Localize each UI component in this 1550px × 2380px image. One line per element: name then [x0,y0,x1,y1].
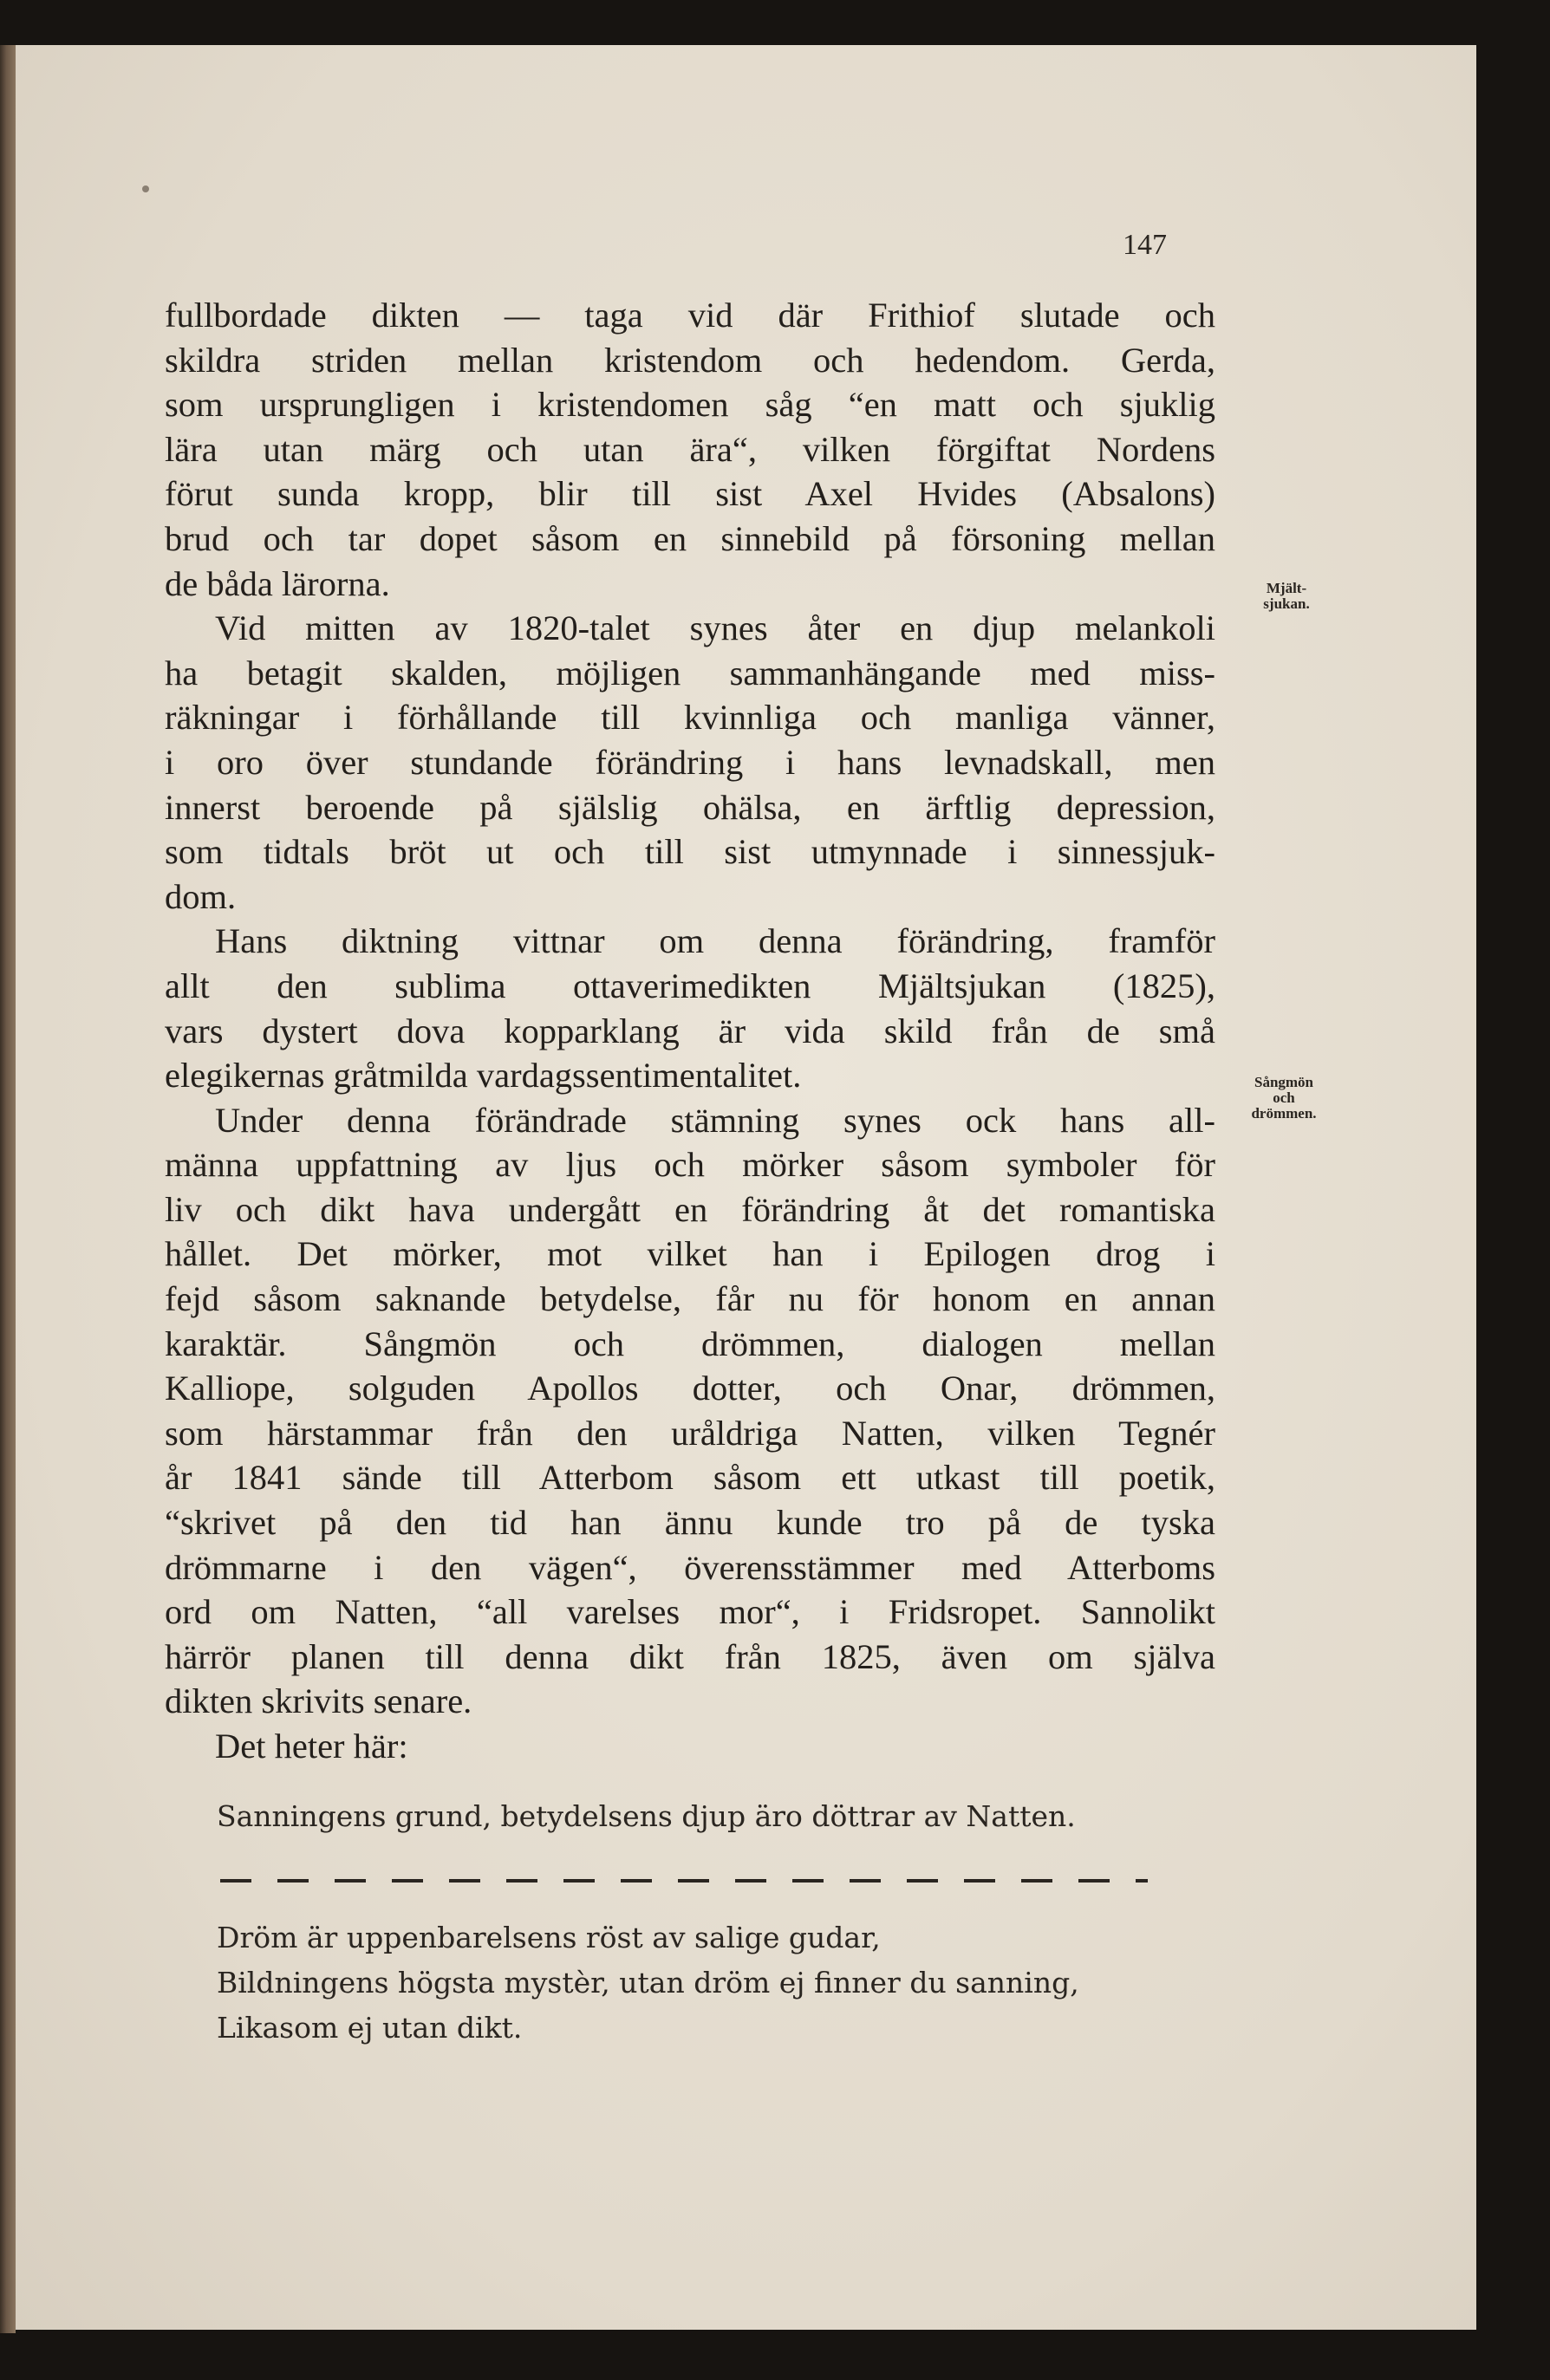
marginal-line: Mjält- [1266,580,1307,596]
marginal-note-sangmon [1219,1075,1349,1122]
text-line: dikten skrivits senare. [165,1681,472,1721]
text-line: skildra striden mellan kristendom och hedendom. Gerda, [165,340,1215,380]
verse-quote-top [217,1794,1214,1839]
text-line: år 1841 sände till Atterbom såsom ett utkast till poetik, [165,1458,1215,1498]
text-line: de båda lärorna. [165,563,390,603]
text-line: brud och tar dopet såsom en sinnebild på försoning mellan [165,518,1215,558]
verse-line: Dröm är uppenbarelsens röst av salige gudar, [217,1921,881,1954]
book-page [16,45,1476,2330]
text-line: räkningar i förhållande till kvinnliga och manliga vänner, [165,698,1215,738]
text-line: Vid mitten av 1820-talet synes åter en djup melankoli [215,608,1215,648]
marginal-note-mjaltsjukan [1234,581,1338,612]
marginal-line: drömmen. [1251,1105,1317,1122]
verse-line: Likasom ej utan dikt. [217,2011,523,2045]
text-line: i oro över stundande förändring i hans levnadskall, men [165,742,1215,782]
text-line: liv och dikt hava undergått en förändring åt det romantiska [165,1189,1215,1229]
text-line: vars dystert dova kopparklang är vida skild från de små [165,1011,1215,1050]
page-speck [142,185,149,192]
text-line: innerst beroende på själslig ohälsa, en ärftlig depression, [165,787,1215,827]
text-line: Kalliope, solguden Apollos dotter, och Onar, drömmen, [165,1369,1215,1408]
omission-dash-rule [220,1879,1148,1883]
verse-line: Bildningens högsta mystèr, utan dröm ej finner du sanning, [217,1966,1079,2000]
marginal-line: Sångmön [1254,1074,1314,1090]
text-line: allt den sublima ottaverimedikten Mjältsjukan (1825), [165,966,1215,1005]
text-line: förut sunda kropp, blir till sist Axel Hvides (Absalons) [165,474,1215,514]
text-line: “skrivet på den tid han ännu kunde tro på de tyska [165,1503,1215,1543]
marginal-line: sjukan. [1263,595,1310,612]
text-line: Hans diktning vittnar om denna förändring, framför [215,921,1215,961]
text-line: Det heter här: [215,1726,408,1765]
text-line: Under denna förändrade stämning synes ock hans all- [215,1100,1215,1140]
text-line: hållet. Det mörker, mot vilket han i Epilogen drog i [165,1234,1215,1274]
text-line: männa uppfattning av ljus och mörker såsom symboler för [165,1145,1215,1185]
text-line: elegikernas gråtmilda vardagssentimentalitet. [165,1056,802,1096]
verse-quote-bottom [217,1915,1214,2051]
verse-line: Sanningens grund, betydelsens djup äro döttrar av Natten. [217,1799,1076,1833]
marginal-line: och [1273,1089,1295,1106]
text-line: ord om Natten, “all varelses mor“, i Fridsropet. Sannolikt [165,1592,1215,1632]
book-binding-edge [0,45,16,2333]
text-line: fullbordade dikten — taga vid där Frithiof slutade och [165,296,1215,335]
text-line: ha betagit skalden, möjligen sammanhängande med miss- [165,653,1215,693]
body-text [165,293,1215,1769]
text-line: dom. [165,876,237,916]
text-line: karaktär. Sångmön och drömmen, dialogen mellan [165,1323,1215,1363]
page-number: 147 [1123,229,1167,261]
text-line: som härstammar från den uråldriga Natten, vilken Tegnér [165,1413,1215,1453]
text-line: lära utan märg och utan ära“, vilken förgiftat Nordens [165,429,1215,469]
text-line: härrör planen till denna dikt från 1825, även om själva [165,1636,1215,1676]
text-line: fejd såsom saknande betydelse, får nu för honom en annan [165,1279,1215,1319]
text-line: som tidtals bröt ut och till sist utmynnade i sinnessjuk- [165,832,1215,872]
text-line: som ursprungligen i kristendomen såg “en matt och sjuklig [165,385,1215,425]
text-line: drömmarne i den vägen“, överensstämmer med Atterboms [165,1547,1215,1587]
